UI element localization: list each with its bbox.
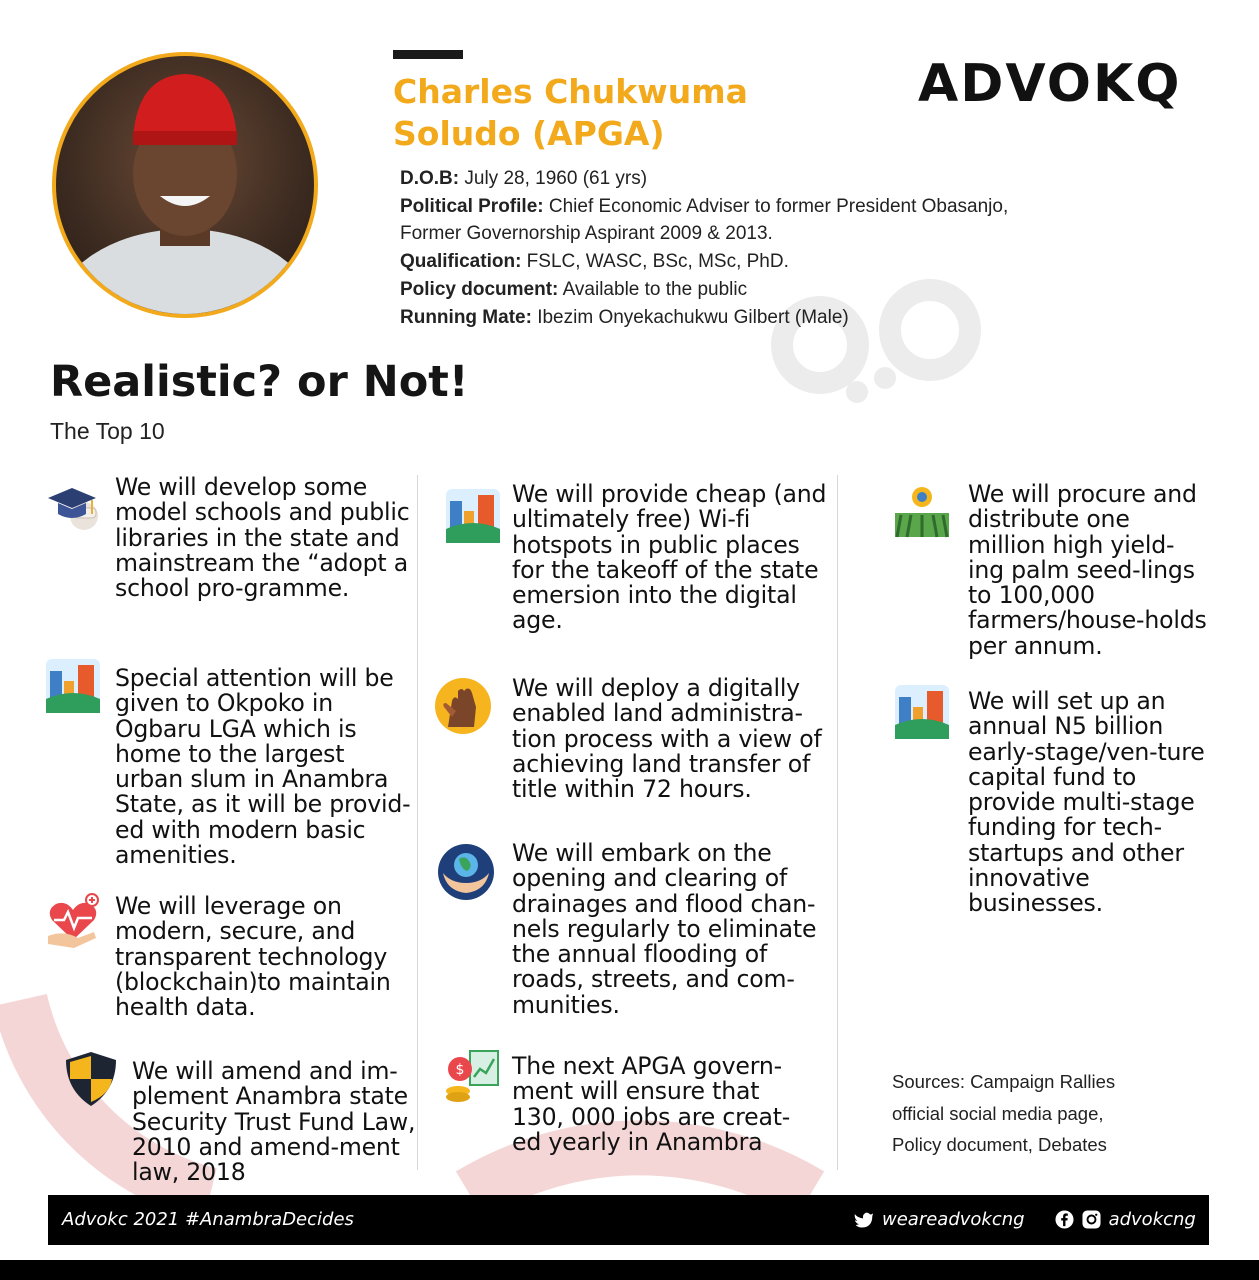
manifesto-item: We will embark on the opening and clearing of drainages and flood chan-nels regularly to eliminate the annual flooding of roads, streets, and com-munities.	[512, 839, 817, 1019]
profile-value: Available to the public	[558, 278, 748, 300]
svg-text:$: $	[455, 1062, 465, 1078]
sources-note	[892, 1066, 1212, 1161]
handshake-icon	[434, 677, 492, 735]
manifesto-item: We will develop some model schools and public libraries in the state and mainstream the “adopt a school pro-gramme.	[115, 473, 410, 603]
profile-value: Ibezim Onyekachukwu Gilbert (Male)	[531, 306, 849, 328]
profile-key: Running Mate:	[400, 306, 532, 328]
profile-value: FSLC, WASC, BSc, MSc, PhD.	[521, 251, 789, 273]
security-shield-icon	[62, 1050, 120, 1108]
manifesto-item: We will procure and distribute one million high yield-ing palm seed-lings to 100,000 farmers/house-holds per annum.	[968, 480, 1207, 660]
candidate-photo	[52, 52, 318, 318]
profile-row	[400, 304, 1120, 332]
candidate-profile	[400, 165, 1120, 331]
profile-value: Former Governorship Aspirant 2009 & 2013.	[400, 223, 773, 245]
profile-value: Chief Economic Adviser to former President Obasanjo,	[543, 195, 1009, 217]
column-divider	[837, 475, 838, 1170]
profile-key: Political Profile:	[400, 195, 544, 217]
city-icon	[44, 657, 102, 715]
profile-row	[400, 220, 1120, 248]
footer-socials	[854, 1209, 1196, 1230]
manifesto-item: The next APGA govern-ment will ensure that 130, 000 jobs are creat-ed yearly in Anambra	[512, 1052, 791, 1156]
candidate-name: Charles Chukwuma Soludo (APGA)	[393, 72, 748, 153]
manifesto-item: We will leverage on modern, secure, and transparent technology (blockchain)to maintain health data.	[115, 892, 391, 1022]
profile-row	[400, 165, 1120, 193]
profile-key: D.O.B:	[400, 168, 460, 189]
profile-value: July 28, 1960 (61 yrs)	[459, 168, 648, 189]
profile-key: Qualification:	[400, 251, 522, 273]
sources-line: official social media page,	[892, 1102, 1104, 1124]
facebook-icon[interactable]	[1055, 1210, 1074, 1229]
social-handle[interactable]: advokcng	[1108, 1209, 1196, 1230]
money-jobs-icon	[444, 1047, 502, 1105]
manifesto-item: We will amend and im-plement Anambra state Security Trust Fund Law, 2010 and amend-ment law, 2018	[132, 1057, 416, 1187]
twitter-icon[interactable]	[854, 1211, 874, 1229]
bottom-strip	[0, 1260, 1259, 1280]
graduation-cap-icon	[44, 478, 102, 536]
manifesto-item: We will provide cheap (and ultimately free) Wi-fi hotspots in public places for the takeoff of the state emersion into the digital age.	[512, 480, 827, 635]
manifesto-item: Special attention will be given to Okpoko in Ogbaru LGA which is home to the largest urban slum in Anambra State, as it will be provid-ed with modern basic amenities.	[115, 664, 411, 870]
headline: Realistic? or Not!	[50, 357, 469, 407]
city-icon	[893, 683, 951, 741]
footer-hashtag: Advokc 2021 #AnambraDecides	[62, 1209, 354, 1230]
sources-line: Policy document, Debates	[892, 1134, 1107, 1155]
sources-line: Sources: Campaign Rallies	[892, 1071, 1116, 1092]
profile-row	[400, 193, 1120, 221]
farm-field-icon	[893, 485, 951, 543]
title-accent-bar	[393, 50, 463, 59]
subheadline: The Top 10	[50, 418, 165, 444]
advokq-logo	[918, 54, 1218, 114]
logo-text: ADVOKQ	[918, 54, 1182, 114]
twitter-handle[interactable]: weareadvokcng	[882, 1209, 1025, 1230]
health-heart-icon	[44, 892, 102, 950]
instagram-icon[interactable]	[1082, 1210, 1101, 1229]
profile-key: Policy document:	[400, 278, 559, 300]
profile-row	[400, 248, 1120, 276]
city-icon	[444, 487, 502, 545]
manifesto-item: We will set up an annual N5 billion early-stage/ven-ture capital fund to provide multi-stage funding for tech-startups and other innovative businesses.	[968, 687, 1205, 918]
manifesto-item: We will deploy a digitally enabled land administra-tion process with a view of achieving land transfer of title within 72 hours.	[512, 674, 822, 804]
globe-hands-icon	[437, 843, 495, 901]
profile-row	[400, 276, 1120, 304]
